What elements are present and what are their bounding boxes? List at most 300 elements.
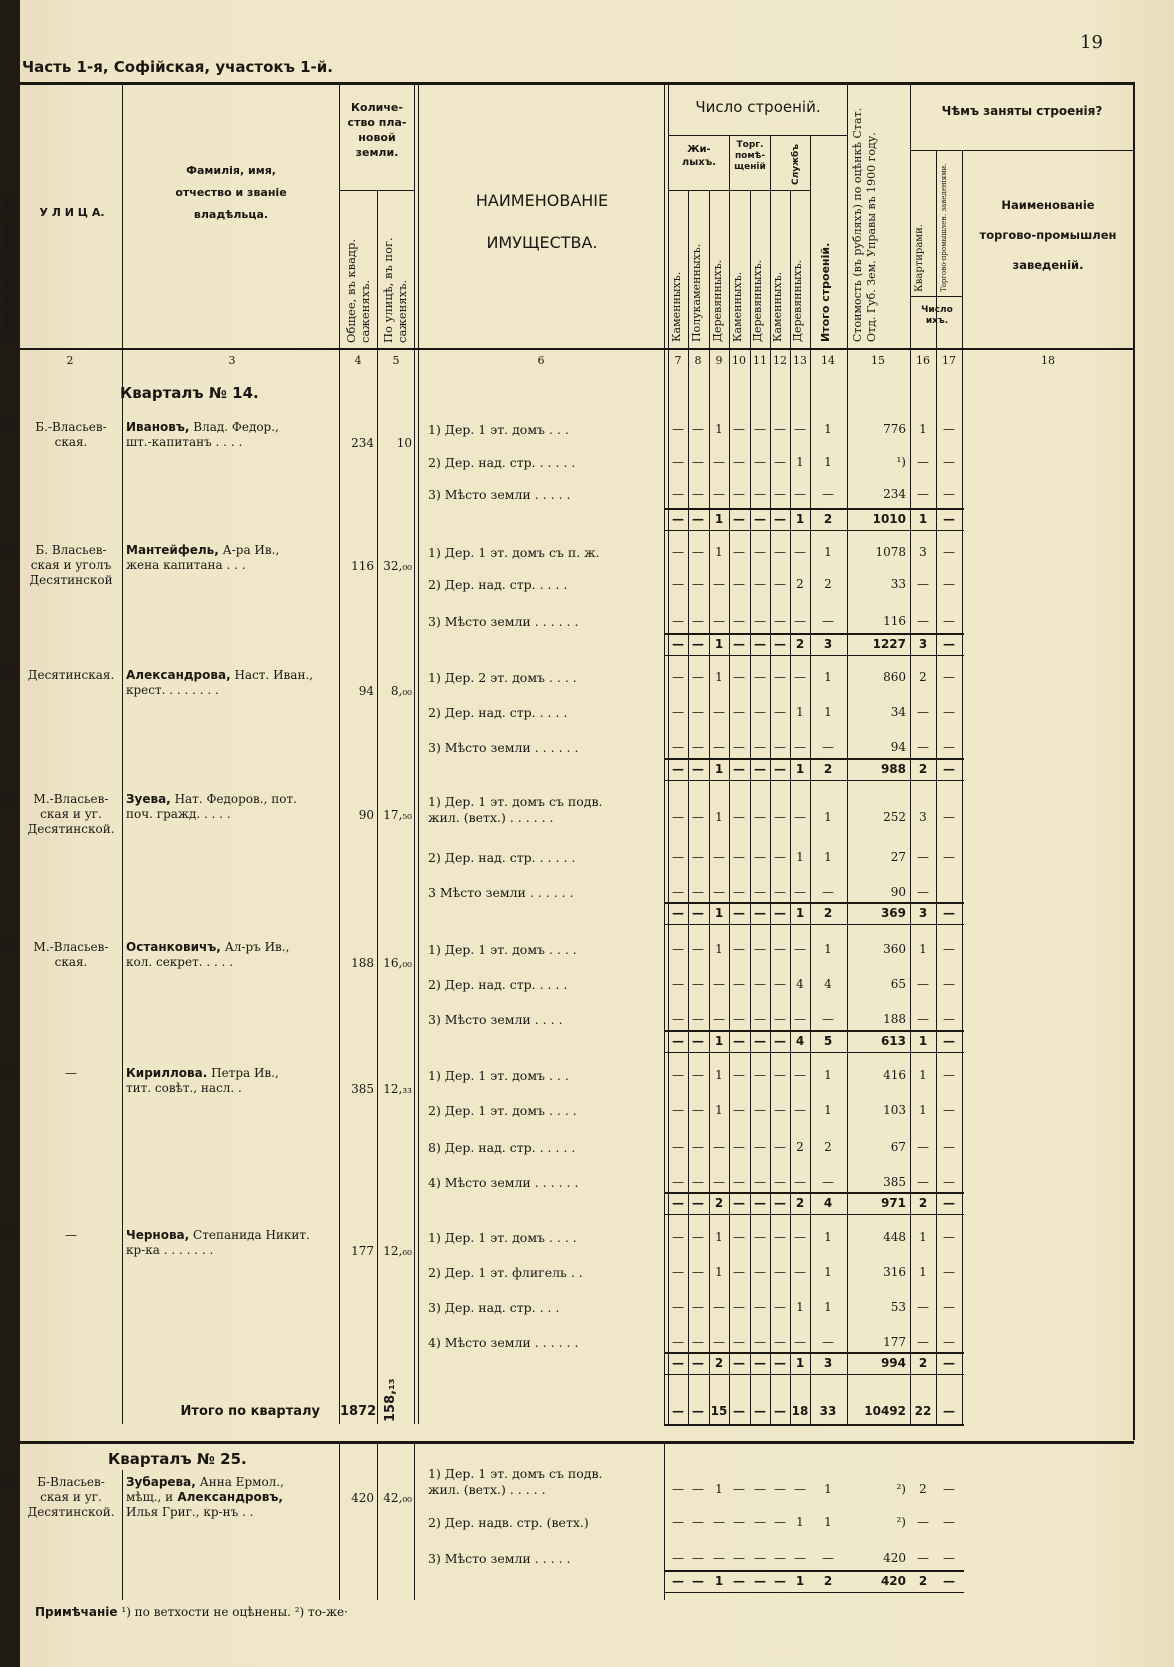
- item-col-11: —: [754, 487, 766, 501]
- item-col-13: —: [794, 487, 806, 501]
- owner-surname: Зубарева,: [126, 1475, 196, 1489]
- item-apartments: —: [917, 1515, 929, 1529]
- subtotal-rule: [664, 1352, 964, 1354]
- subtotal-col-11: —: [754, 637, 766, 651]
- item-col-8: —: [692, 1012, 704, 1026]
- item-apartments: 1: [919, 942, 927, 956]
- item-apartments: 1: [919, 1230, 927, 1244]
- item-col-8: —: [692, 1482, 704, 1496]
- subtotal-col-7: —: [672, 1196, 684, 1210]
- quarter-total-label: Итого по кварталу: [180, 1404, 320, 1419]
- buildings-header: Число строенiй.: [695, 98, 821, 116]
- column-number: 2: [66, 354, 74, 367]
- item-col-7: —: [672, 1335, 684, 1349]
- item-col-11: —: [754, 1515, 766, 1529]
- subtotal-col-8: —: [692, 906, 704, 920]
- column-number: 17: [942, 354, 956, 367]
- item-col-10: —: [733, 1335, 745, 1349]
- land-area: 385: [351, 1082, 374, 1096]
- frontage: 8,₀₀: [390, 684, 412, 698]
- item-col-13: 4: [796, 977, 804, 991]
- subtotal-apartments: 1: [918, 1034, 928, 1048]
- owner-col-line: [339, 84, 340, 1424]
- item-col-13: 1: [796, 455, 804, 469]
- item-col-13: 1: [796, 705, 804, 719]
- item-col-10: —: [733, 740, 745, 754]
- right-border: [1133, 82, 1135, 1440]
- item-col-9: —: [713, 1140, 725, 1154]
- item-col-7: —: [672, 1230, 684, 1244]
- property-item: 2) Дер. над. стр. . . . . .: [428, 850, 576, 865]
- item-col-8: —: [692, 670, 704, 684]
- land-header: Количе- ство пла- новой земли.: [347, 101, 407, 159]
- subtotal-col-10: —: [733, 637, 745, 651]
- item-col-12: —: [774, 850, 786, 864]
- subtotal-col-14: 4: [823, 1196, 833, 1210]
- item-col-10: —: [733, 670, 745, 684]
- subtotal-col-14: 3: [823, 1356, 833, 1370]
- item-col-13: —: [794, 1175, 806, 1189]
- occupied-header: Чѣмъ заняты строенiя?: [941, 104, 1103, 118]
- owner-given: Влад. Федор.,: [189, 420, 279, 434]
- item-apartments: 2: [919, 1482, 927, 1496]
- item-cost: 360: [883, 942, 906, 956]
- item-col-14: 1: [824, 1230, 832, 1244]
- item-col-12: —: [774, 1175, 786, 1189]
- record-number: 29: [4, 942, 17, 953]
- item-enterprises: —: [943, 1482, 955, 1496]
- item-col-13: —: [794, 1068, 806, 1082]
- item-col-12: —: [774, 487, 786, 501]
- owner-name: [126, 792, 336, 822]
- item-col-13: 1: [796, 1300, 804, 1314]
- frontage-header: По улицѣ, въ пог. саженяхъ.: [381, 237, 409, 343]
- record-number: 28: [4, 794, 17, 805]
- wood-header-9: Деревянныхъ.: [711, 259, 724, 342]
- subtotal-enterprises: —: [943, 1196, 955, 1210]
- item-col-7: —: [672, 487, 684, 501]
- owner-given: Анна Ермол.,: [195, 1475, 284, 1489]
- item-col-7: —: [672, 1265, 684, 1279]
- property-item: 1) Дер. 1 эт. домъ съ подв.: [428, 794, 603, 809]
- item-col-12: —: [774, 577, 786, 591]
- column-number: 11: [753, 354, 767, 367]
- property-item: 3) Дер. над. стр. . . .: [428, 1300, 560, 1315]
- item-col-14: —: [822, 614, 834, 628]
- item-col-10: —: [733, 422, 745, 436]
- item-col-8: —: [692, 1175, 704, 1189]
- item-col-13: 2: [796, 577, 804, 591]
- subtotal-col-9: 1: [714, 906, 724, 920]
- property-item: 2) Дер. 1 эт. домъ . . . .: [428, 1103, 577, 1118]
- item-enterprises: —: [943, 1300, 955, 1314]
- subtotal-enterprises: —: [943, 906, 955, 920]
- street-line: —: [65, 1066, 77, 1080]
- item-col-9: —: [713, 850, 725, 864]
- property-item: 8) Дер. над. стр. . . . . .: [428, 1140, 576, 1155]
- subtotal-bottom-rule: [664, 1052, 964, 1053]
- item-col-8: —: [692, 942, 704, 956]
- column-number: 3: [228, 354, 236, 367]
- item-col-11: —: [754, 885, 766, 899]
- item-col-14: 4: [824, 977, 832, 991]
- subtotal-enterprises: —: [943, 637, 955, 651]
- item-col-10: —: [733, 705, 745, 719]
- property-item: 4) Мѣсто земли . . . . . .: [428, 1175, 579, 1190]
- item-enterprises: —: [943, 545, 955, 559]
- subtotal-rule: [664, 633, 964, 635]
- item-cost: 33: [890, 577, 906, 591]
- frontage: 32,₀₀: [383, 559, 412, 573]
- item-col-13: —: [794, 614, 806, 628]
- column-number: 16: [916, 354, 930, 367]
- item-col-12: —: [774, 1230, 786, 1244]
- item-col-11: —: [754, 1140, 766, 1154]
- subtotal-col-7: —: [672, 762, 684, 776]
- item-col-9: 1: [715, 670, 723, 684]
- street-line: М.-Власьев-: [33, 792, 109, 806]
- quarter-total-col-9: 15: [710, 1404, 728, 1418]
- owner-given: Ал-ръ Ив.,: [220, 940, 290, 954]
- item-col-8: —: [692, 740, 704, 754]
- subtotal-cost: 420: [880, 1574, 906, 1588]
- quarter-14-title: Кварталъ № 14.: [120, 384, 259, 402]
- subtotal-apartments: 1: [918, 512, 928, 526]
- owner-title: мѣщ., и: [126, 1490, 174, 1504]
- subtotal-col-10: —: [733, 1034, 745, 1048]
- subtotal-col-8: —: [692, 637, 704, 651]
- item-col-10: —: [733, 850, 745, 864]
- owner-title: крест. . . . . . . .: [126, 683, 219, 697]
- subtotal-apartments: 2: [918, 762, 928, 776]
- record-number: 31: [4, 1230, 17, 1241]
- item-col-11: —: [754, 577, 766, 591]
- footnote-text: ¹) по ветхости не оцѣнены. ²) то-же·: [117, 1605, 348, 1619]
- street-line: Б. Власьев-: [35, 543, 107, 557]
- item-col-8: —: [692, 977, 704, 991]
- item-col-14: 1: [824, 670, 832, 684]
- item-col-12: —: [774, 705, 786, 719]
- owner-surname: Останковичъ,: [126, 940, 221, 954]
- item-apartments: —: [917, 1175, 929, 1189]
- item-col-10: —: [733, 977, 745, 991]
- item-col-10: —: [733, 455, 745, 469]
- quarter-total-col-10: —: [733, 1404, 745, 1418]
- enterprises-header: Торгово-промышлен. заведенiями.: [940, 163, 948, 292]
- item-col-12: —: [774, 1300, 786, 1314]
- subtotal-apartments: 3: [918, 637, 928, 651]
- frontage-col-line-2: [418, 84, 419, 1424]
- item-col-7: —: [672, 1175, 684, 1189]
- item-col-11: —: [754, 1103, 766, 1117]
- subtotal-col-9: 1: [714, 1574, 724, 1588]
- owner-header: Фамилiя, имя, отчество и званiе владѣльца.: [175, 164, 287, 221]
- footnote: [35, 1605, 348, 1619]
- item-col-11: —: [754, 1175, 766, 1189]
- item-enterprises: —: [943, 942, 955, 956]
- item-col-11: —: [754, 1265, 766, 1279]
- count-sub-rule: [911, 296, 963, 297]
- item-col-8: —: [692, 1265, 704, 1279]
- street-name: [22, 940, 120, 970]
- item-apartments: 3: [919, 810, 927, 824]
- subtotal-col-11: —: [754, 1574, 766, 1588]
- property-item: 2) Дер. 1 эт. флигель . .: [428, 1265, 583, 1280]
- street-line: М.-Власьев-: [33, 940, 109, 954]
- item-enterprises: —: [943, 1551, 955, 1565]
- item-col-8: —: [692, 1335, 704, 1349]
- item-enterprises: —: [943, 1103, 955, 1117]
- item-apartments: —: [917, 977, 929, 991]
- street-line: ская и уголъ: [30, 558, 112, 572]
- land-col-line: [377, 190, 378, 1424]
- item-col-8: —: [692, 1515, 704, 1529]
- property-item: 2) Дер. над. стр. . . . .: [428, 577, 568, 592]
- item-cost: 65: [890, 977, 906, 991]
- item-col-12: —: [774, 977, 786, 991]
- item-cost: ¹): [896, 455, 906, 469]
- street-name: [22, 543, 120, 588]
- subtotal-bottom-rule: [664, 780, 964, 781]
- item-apartments: —: [917, 487, 929, 501]
- wood-header-11: Деревянныхъ.: [751, 259, 764, 342]
- property-item: 1) Дер. 1 эт. домъ . . .: [428, 1068, 569, 1083]
- item-col-12: —: [774, 1515, 786, 1529]
- quarter-total-land: 1872: [340, 1404, 377, 1419]
- item-col-10: —: [733, 1068, 745, 1082]
- subtotal-rule: [664, 1030, 964, 1032]
- item-col-10: —: [733, 577, 745, 591]
- property-item: 2) Дер. над. стр. . . . .: [428, 705, 568, 720]
- quarter-total-col-7: —: [672, 1404, 684, 1418]
- item-col-13: —: [794, 545, 806, 559]
- item-col-14: —: [822, 1551, 834, 1565]
- subtotal-col-14: 2: [823, 1574, 833, 1588]
- street-line: ская.: [54, 435, 88, 449]
- subtotal-col-12: —: [774, 1356, 786, 1370]
- property-col-line-q25: [664, 1444, 665, 1600]
- column-number: 4: [354, 354, 362, 367]
- item-col-14: 1: [824, 810, 832, 824]
- item-col-13: —: [794, 1103, 806, 1117]
- item-col-9: —: [713, 740, 725, 754]
- item-col-13: —: [794, 1012, 806, 1026]
- street-line: Б.-Власьев-: [35, 420, 107, 434]
- item-col-9: 1: [715, 422, 723, 436]
- subtotal-col-12: —: [774, 762, 786, 776]
- item-col-11: —: [754, 705, 766, 719]
- subtotal-cost: 613: [880, 1034, 906, 1048]
- street-line: ская и уг.: [40, 807, 102, 821]
- item-enterprises: —: [943, 1012, 955, 1026]
- item-col-12: —: [774, 1482, 786, 1496]
- stone-header-12: Каменныхъ.: [771, 271, 784, 342]
- property-item: 1) Дер. 2 эт. домъ . . . .: [428, 670, 577, 685]
- item-col-11: —: [754, 1012, 766, 1026]
- land-area: 94: [358, 684, 374, 698]
- frontage: 17,₅₀: [383, 808, 412, 822]
- property-item: 2) Дер. над. стр. . . . . .: [428, 455, 576, 470]
- item-apartments: —: [917, 455, 929, 469]
- item-col-10: —: [733, 1230, 745, 1244]
- column-number: 6: [537, 354, 545, 367]
- record-number: 25: [4, 422, 17, 433]
- item-cost: 1078: [875, 545, 906, 559]
- street-line: Б-Власьев-: [37, 1475, 105, 1489]
- item-apartments: 1: [919, 1265, 927, 1279]
- subtotal-col-11: —: [754, 762, 766, 776]
- subtotal-col-7: —: [672, 1034, 684, 1048]
- item-cost: 776: [883, 422, 906, 436]
- item-col-9: —: [713, 455, 725, 469]
- cost-col-line: [910, 84, 911, 1424]
- subtotal-col-11: —: [754, 1034, 766, 1048]
- property-item-cont: жил. (ветх.) . . . . . .: [428, 810, 554, 825]
- subtotal-col-8: —: [692, 1574, 704, 1588]
- item-col-9: —: [713, 1175, 725, 1189]
- item-col-12: —: [774, 1551, 786, 1565]
- item-enterprises: —: [943, 810, 955, 824]
- page-title: Часть 1-я, Софiйская, участокъ 1-й.: [22, 58, 333, 76]
- item-cost: 420: [883, 1551, 906, 1565]
- item-col-8: —: [692, 1551, 704, 1565]
- item-cost: 34: [890, 705, 906, 719]
- owner-title: жена капитана . . .: [126, 558, 246, 572]
- item-col-8: —: [692, 1103, 704, 1117]
- subtotal-col-11: —: [754, 906, 766, 920]
- item-col-8: —: [692, 850, 704, 864]
- land-area: 188: [351, 956, 374, 970]
- item-col-12: —: [774, 1265, 786, 1279]
- item-cost: 385: [883, 1175, 906, 1189]
- subtotal-cost: 1010: [872, 512, 906, 526]
- owner-col-line-q25: [339, 1444, 340, 1600]
- item-apartments: 2: [919, 670, 927, 684]
- item-col-14: 1: [824, 705, 832, 719]
- item-col-9: 1: [715, 1230, 723, 1244]
- subtotal-rule: [664, 1570, 964, 1572]
- land-total-header: Общее, въ квадр. саженяхъ.: [344, 238, 372, 343]
- item-col-7: —: [672, 1300, 684, 1314]
- property-item: 3) Мѣсто земли . . . . .: [428, 487, 571, 502]
- item-col-11: —: [754, 422, 766, 436]
- item-col-10: —: [733, 1175, 745, 1189]
- item-col-9: —: [713, 487, 725, 501]
- item-col-9: 1: [715, 1068, 723, 1082]
- item-col-7: —: [672, 705, 684, 719]
- item-col-7: —: [672, 810, 684, 824]
- subtotal-col-7: —: [672, 906, 684, 920]
- land-area: 420: [351, 1491, 374, 1505]
- item-col-14: 1: [824, 1068, 832, 1082]
- item-col-12: —: [774, 545, 786, 559]
- property-header: НАИМЕНОВАНIЕ ИМУЩЕСТВА.: [475, 191, 609, 252]
- item-enterprises: —: [943, 850, 955, 864]
- item-col-14: 1: [824, 455, 832, 469]
- subtotal-col-13: 1: [795, 512, 805, 526]
- item-col-7: —: [672, 1140, 684, 1154]
- item-enterprises: —: [943, 740, 955, 754]
- subtotal-col-11: —: [754, 1196, 766, 1210]
- subtotal-col-12: —: [774, 1034, 786, 1048]
- item-col-14: 1: [824, 1300, 832, 1314]
- property-item: 2) Дер. над. стр. . . . .: [428, 977, 568, 992]
- buildings-sub-rule: [668, 135, 848, 136]
- item-col-10: —: [733, 1300, 745, 1314]
- subtotal-cost: 369: [880, 906, 906, 920]
- item-cost: 177: [883, 1335, 906, 1349]
- item-col-12: —: [774, 740, 786, 754]
- inventory-number-header: № имущества по инвентарю.: [3, 193, 13, 344]
- property-item: 3) Мѣсто земли . . . . . .: [428, 614, 579, 629]
- quarter-total-col-8: —: [692, 1404, 704, 1418]
- item-apartments: 1: [919, 422, 927, 436]
- subtotal-cost: 994: [880, 1356, 906, 1370]
- item-col-14: —: [822, 740, 834, 754]
- subtotal-col-14: 2: [823, 512, 833, 526]
- owner-name: [126, 1228, 336, 1258]
- item-cost: 94: [890, 740, 906, 754]
- item-col-7: —: [672, 977, 684, 991]
- street-name: [22, 420, 120, 450]
- land-area: 177: [351, 1244, 374, 1258]
- subtotal-rule: [664, 758, 964, 760]
- subtotal-rule: [664, 508, 964, 510]
- item-col-10: —: [733, 1012, 745, 1026]
- record-number: 32: [4, 1477, 17, 1488]
- property-item: 1) Дер. 1 эт. домъ . . . .: [428, 1230, 577, 1245]
- item-cost: 234: [883, 487, 906, 501]
- item-col-7: —: [672, 850, 684, 864]
- item-col-10: —: [733, 1140, 745, 1154]
- subtotal-bottom-rule: [664, 1214, 964, 1215]
- item-col-10: —: [733, 614, 745, 628]
- item-col-12: —: [774, 1068, 786, 1082]
- quarter-total-enterprises: —: [943, 1404, 955, 1418]
- item-col-8: —: [692, 705, 704, 719]
- subtotal-bottom-rule: [664, 1592, 964, 1593]
- item-apartments: —: [917, 1012, 929, 1026]
- occupied-sub-rule: [911, 150, 1133, 151]
- item-col-10: —: [733, 487, 745, 501]
- item-col-7: —: [672, 942, 684, 956]
- quarter-total-cost: 10492: [864, 1404, 906, 1418]
- item-col-7: —: [672, 740, 684, 754]
- c14-line: [847, 84, 848, 1424]
- item-col-12: —: [774, 1140, 786, 1154]
- item-col-11: —: [754, 1335, 766, 1349]
- item-col-8: —: [692, 614, 704, 628]
- item-col-13: —: [794, 1335, 806, 1349]
- item-col-9: 1: [715, 942, 723, 956]
- item-col-10: —: [733, 1103, 745, 1117]
- owner-name: [126, 543, 336, 573]
- item-col-11: —: [754, 1482, 766, 1496]
- item-enterprises: —: [943, 1335, 955, 1349]
- property-item: 1) Дер. 1 эт. домъ съ п. ж.: [428, 545, 600, 560]
- owner-name: [126, 940, 336, 970]
- item-col-10: —: [733, 1265, 745, 1279]
- item-col-7: —: [672, 670, 684, 684]
- item-cost: 252: [883, 810, 906, 824]
- item-cost: 90: [890, 885, 906, 899]
- frontage-col-line: [414, 84, 415, 1424]
- frontage: 12,₃₃: [383, 1082, 412, 1096]
- owner-given: Нат. Федоров., пот.: [170, 792, 297, 806]
- subtotal-rule: [664, 1192, 964, 1194]
- land-area: 116: [351, 559, 374, 573]
- subtotal-col-8: —: [692, 1356, 704, 1370]
